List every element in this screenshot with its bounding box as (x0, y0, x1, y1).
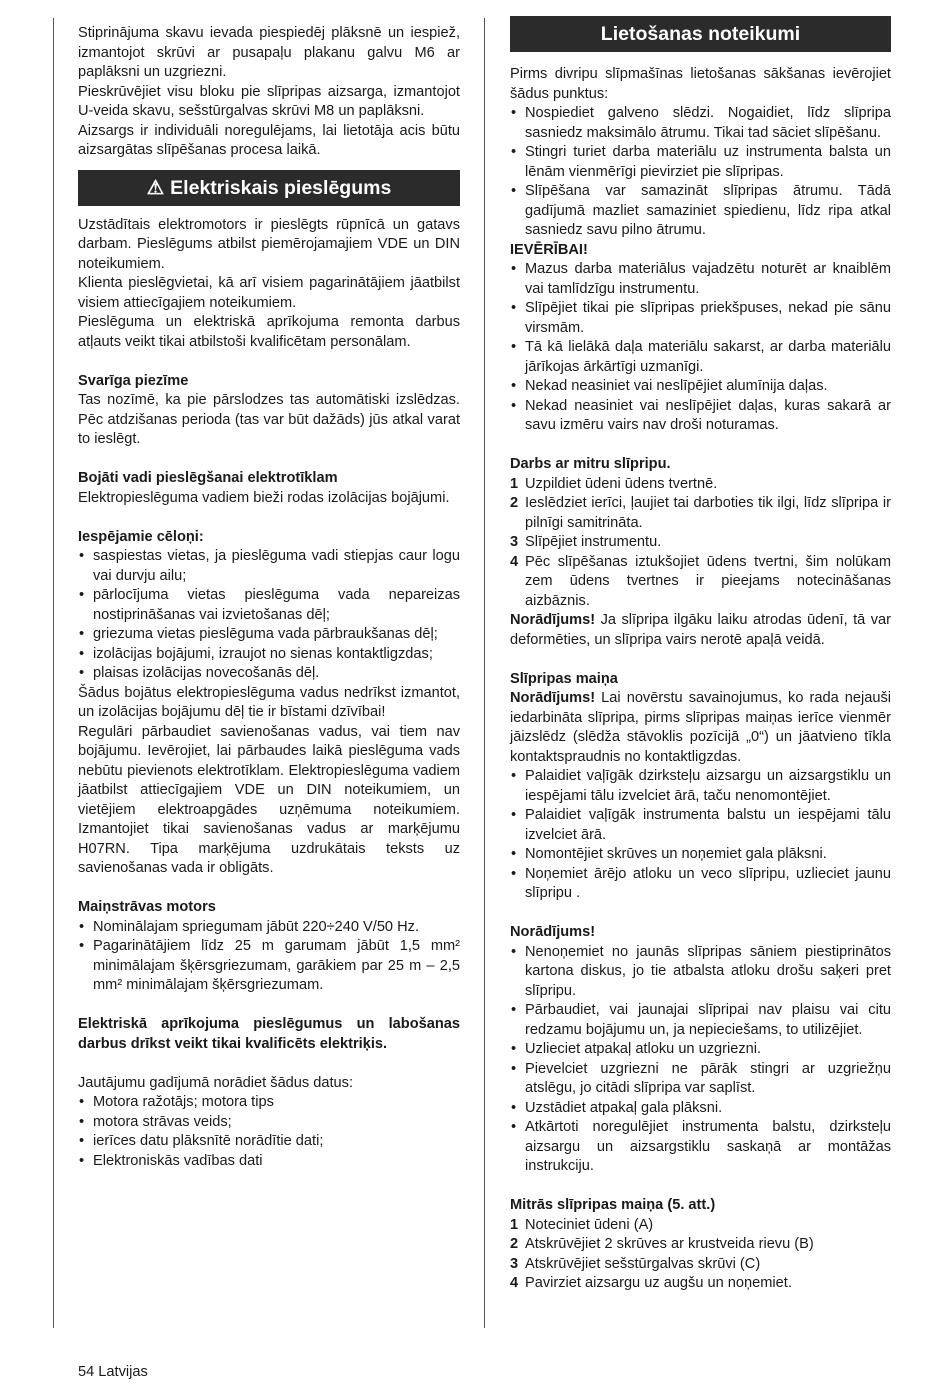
list-item: • Tā kā lielākā daļa materiālu sakarst, ar darba materiālu jārīkojas ārkārtīgi uzmanīgi. (510, 338, 891, 377)
list-item: • Noņemiet ārējo atloku un veco slīpripu, uzlieciet jaunu slīpripu . (510, 865, 891, 904)
step-number: 4 (510, 553, 519, 570)
numbered-step (510, 1216, 891, 1236)
paragraph: Tas nozīmē, ka pie pārslodzes tas automātiski izslēdzas. Pēc atdzišanas perioda (tas var būt dažāds) jūs atkal varat to ieslēgt. (78, 392, 460, 447)
note-paragraph (510, 611, 891, 650)
section-banner-electrical (78, 170, 460, 206)
list-item: • saspiestas vietas, ja pieslēguma vadi stiepjas caur logu vai durvju ailu; (78, 547, 460, 586)
list-item: • Nenoņemiet no jaunās slīpripas sāniem piestiprinātos kartona diskus, jo tie atbalsta atloku drošu saķeri pret slīpripu. (510, 943, 891, 1002)
note-label: Norādījums! (510, 612, 596, 628)
list-item: • Stingri turiet darba materiālu uz instrumenta balsta un lēnām vienmērīgi pievirziet pie slīpripas. (510, 143, 891, 182)
list-item: • Nospiediet galveno slēdzi. Nogaidiet, līdz slīpripa sasniedz maksimālo ātrumu. Tikai tad sāciet slīpēšanu. (510, 104, 891, 143)
step-number: 3 (510, 534, 519, 550)
page-footer: 54 Latvijas (78, 1364, 148, 1380)
subheading-electrician: Elektriskā aprīkojuma pieslēgumus un labošanas darbus drīkst veikt tikai kvalificēts elektriķis. (78, 1016, 460, 1052)
note-text: Lai novērstu savainojumus, ko rada nejauši iedarbināta slīpripa, pirms slīpripas maiņas ierīce vienmēr jāizslēdz (slēdža stāvoklis pozīcijā „0“) un jāatvieno tīkla kontaktspraudnis no kontaktligzdas. (510, 690, 891, 765)
numbered-step (510, 1235, 891, 1255)
step-text: Atskrūvējiet 2 skrūves ar krustveida rievu (B) (525, 1236, 814, 1252)
paragraph: Elektropieslēguma vadiem bieži rodas izolācijas bojājumi. (78, 489, 450, 506)
left-margin-rule (53, 18, 54, 1328)
paragraph: Šādus bojātus elektropieslēguma vadus nedrīkst izmantot, un izolācijas bojājumu dēļ tie ir bīstami dzīvībai! (78, 684, 460, 720)
list-item: • Atkārtoti noregulējiet instrumenta balstu, dzirksteļu aizsargu un aizsargstiklu saskaņā ar montāžas instrukciju. (510, 1118, 891, 1177)
intro-paragraph: Stiprinājuma skavu ievada piespiedēj plāksnē un iespiež, izmantojot skrūvi ar pusapaļu plakanu galvu M6 ar paplāksni un uzgriezni. (78, 25, 460, 80)
usage-rules-list (510, 104, 891, 241)
list-item: • Elektroniskās vadības dati (78, 1152, 460, 1172)
step-text: Uzpildiet ūdeni ūdens tvertnē. (525, 475, 718, 492)
step-number: 3 (510, 1255, 519, 1272)
list-item: • Uzlieciet atpakaļ atloku un uzgriezni. (510, 1040, 891, 1060)
step-text: Pēc slīpēšanas iztukšojiet ūdens tvertni, šim nolūkam zem ūdens tvertnes ir pieejams notecināšanas aizbāznis. (525, 553, 891, 609)
list-item: • Nominālajam spriegumam jābūt 220÷240 V/50 Hz. (78, 918, 460, 938)
list-item: • Pārbaudiet, vai jaunajai slīpripai nav plaisu vai citu redzamu bojājumu un, ja nepieciešams, to utilizējiet. (510, 1001, 891, 1040)
paragraph: Pirms divripu slīpmašīnas lietošanas sākšanas ievērojiet šādus punktus: (510, 66, 891, 102)
note-label: Norādījums! (510, 690, 596, 706)
list-item: • plaisas izolācijas novecošanās dēļ. (78, 664, 460, 684)
list-item: • Pagarinātājiem līdz 25 m garumam jābūt 1,5 mm² minimālajam šķērsgriezumam, garākiem par 25 m – 2,5 mm² minimālajam šķērsgriezumam. (78, 937, 460, 996)
section-title: Lietošanas noteikumi (600, 23, 801, 45)
section-title: Elektriskais pieslēgums (170, 176, 392, 199)
list-item: • Mazus darba materiālus vajadzētu noturēt ar knaiblēm vai tamlīdzīgu instrumentu. (510, 260, 891, 299)
intro-paragraph: Pieskrūvējiet visu bloku pie slīpripas aizsarga, izmantojot U-veida skavu, sešstūrgalvas skrūvi M8 un paplāksni. (78, 83, 460, 119)
numbered-step (510, 1255, 891, 1275)
right-column (510, 14, 891, 1294)
list-item: • Nekad neasiniet vai neslīpējiet daļas, kuras sakarā ar savu izmēru vairs nav droši noturamas. (510, 397, 891, 436)
numbered-step (510, 533, 891, 553)
list-item: • Palaidiet vaļīgāk dzirksteļu aizsargu un aizsargstiklu un iespējami tālu izvelciet ārā, taču nenomontējiet. (510, 767, 891, 806)
numbered-step (510, 1274, 891, 1294)
wet-change-steps-list (510, 1216, 891, 1294)
attention-list (510, 260, 891, 436)
wet-steps-list (510, 475, 891, 612)
step-text: Pavirziet aizsargu uz augšu un noņemiet. (525, 1275, 792, 1291)
note-text: Ja slīpripa ilgāku laiku atrodas ūdenī, tā var deformēties, un slīpripa vairs nerotē apaļā veidā. (510, 612, 891, 648)
subheading-attention: IEVĒRĪBAI! (510, 241, 588, 258)
step-number: 2 (510, 1236, 519, 1252)
paragraph: Klienta pieslēgvietai, kā arī visiem pagarinātājiem jāatbilst visiem attiecīgajiem noteikumiem. (78, 275, 460, 311)
numbered-step (510, 475, 891, 495)
list-item: • pārlocījuma vietas pieslēguma vada nepareizas nostiprināšanas vai izvietošanas dēļ; (78, 586, 460, 625)
subheading-wheel-change: Slīpripas maiņa (510, 670, 618, 687)
list-item: • motora strāvas veids; (78, 1113, 460, 1133)
motor-list (78, 918, 460, 996)
step-number: 1 (510, 475, 519, 492)
change-list (510, 767, 891, 904)
paragraph: Pieslēguma un elektriskā aprīkojuma remonta darbus atļauts veikt tikai atbilstoši kvalificētam personālam. (78, 314, 460, 350)
subheading-wet-wheel: Darbs ar mitru slīpripu. (510, 456, 671, 472)
step-text: Ieslēdziet ierīci, ļaujiet tai darboties tik ilgi, līdz slīpripa ir pilnīgi samitrināta. (525, 495, 891, 531)
paragraph: Regulāri pārbaudiet savienošanas vadus, vai tiem nav bojājumu. Ievērojiet, lai pārbaudes laikā pieslēguma vads nebūtu pievienots elektrotīklam. Elektropieslēguma vadiem jāatbilst attiecīgajiem VDE un DIN noteikumiem, un vietējiem elektroapgādes uzņēmuma noteikumiem. Izmantojiet tikai savienošanas vadus ar marķējumu H07RN. Tipa marķējuma uzdrukātais teksts uz savienošanas vada ir obligāts. (78, 723, 460, 876)
subheading-ac-motor: Maiņstrāvas motors (78, 899, 216, 915)
list-item: • Slīpējiet tikai pie slīpripas priekšpuses, nekad pie sānu virsmām. (510, 299, 891, 338)
subheading-note: Norādījums! (510, 924, 596, 940)
list-item: • Palaidiet vaļīgāk instrumenta balstu un iespējami tālu izvelciet ārā. (510, 806, 891, 845)
note-paragraph (510, 689, 891, 767)
list-item: • Uzstādiet atpakaļ gala plāksni. (510, 1099, 891, 1119)
list-item: • Pievelciet uzgriezni ne pārāk stingri ar uzgriežņu atslēgu, jo citādi slīpripa var saplīst. (510, 1060, 891, 1099)
list-item: • Slīpēšana var samazināt slīpripas ātrumu. Tādā gadījumā mazliet samaziniet spiedienu, līdz ripa atkal sasniedz savu pilno ātrumu. (510, 182, 891, 241)
step-text: Noteciniet ūdeni (A) (525, 1216, 654, 1233)
list-item: • Nomontējiet skrūves un noņemiet gala plāksni. (510, 845, 891, 865)
step-number: 4 (510, 1275, 519, 1291)
left-column (78, 24, 460, 1171)
numbered-step (510, 494, 891, 533)
step-number: 2 (510, 495, 519, 511)
subheading-causes: Iespējamie cēloņi: (78, 528, 204, 545)
list-item: • izolācijas bojājumi, izraujot no sienas kontaktligzdas; (78, 645, 460, 665)
list-item: • griezuma vietas pieslēguma vada pārbraukšanas dēļ; (78, 625, 460, 645)
step-text: Atskrūvējiet sešstūrgalvas skrūvi (C) (525, 1255, 761, 1272)
inquiry-list (78, 1093, 460, 1171)
paragraph: Jautājumu gadījumā norādiet šādus datus: (78, 1074, 354, 1091)
column-divider-rule (484, 18, 485, 1328)
step-number: 1 (510, 1216, 519, 1233)
list-item: • ierīces datu plāksnītē norādītie dati; (78, 1132, 460, 1152)
step-text: Slīpējiet instrumentu. (525, 534, 662, 550)
paragraph: Uzstādītais elektromotors ir pieslēgts rūpnīcā un gatavs darbam. Pieslēgums atbilst piemērojamajiem VDE un DIN noteikumiem. (78, 216, 460, 272)
causes-list (78, 547, 460, 684)
section-banner-usage (510, 16, 891, 52)
subheading-wet-wheel-change: Mitrās slīpripas maiņa (5. att.) (510, 1197, 716, 1213)
subheading-damaged-cables: Bojāti vadi pieslēgšanai elektrotīklam (78, 470, 338, 486)
numbered-step (510, 553, 891, 612)
list-item: • Motora ražotājs; motora tips (78, 1093, 460, 1113)
note-list (510, 943, 891, 1177)
subheading-important-note: Svarīga piezīme (78, 372, 189, 389)
warning-triangle-icon: ⚠ (146, 176, 165, 199)
intro-paragraph: Aizsargs ir individuāli noregulējams, lai lietotāja acis būtu aizsargātas slīpēšanas procesa laikā. (78, 122, 460, 158)
list-item: • Nekad neasiniet vai neslīpējiet alumīnija daļas. (510, 377, 891, 397)
